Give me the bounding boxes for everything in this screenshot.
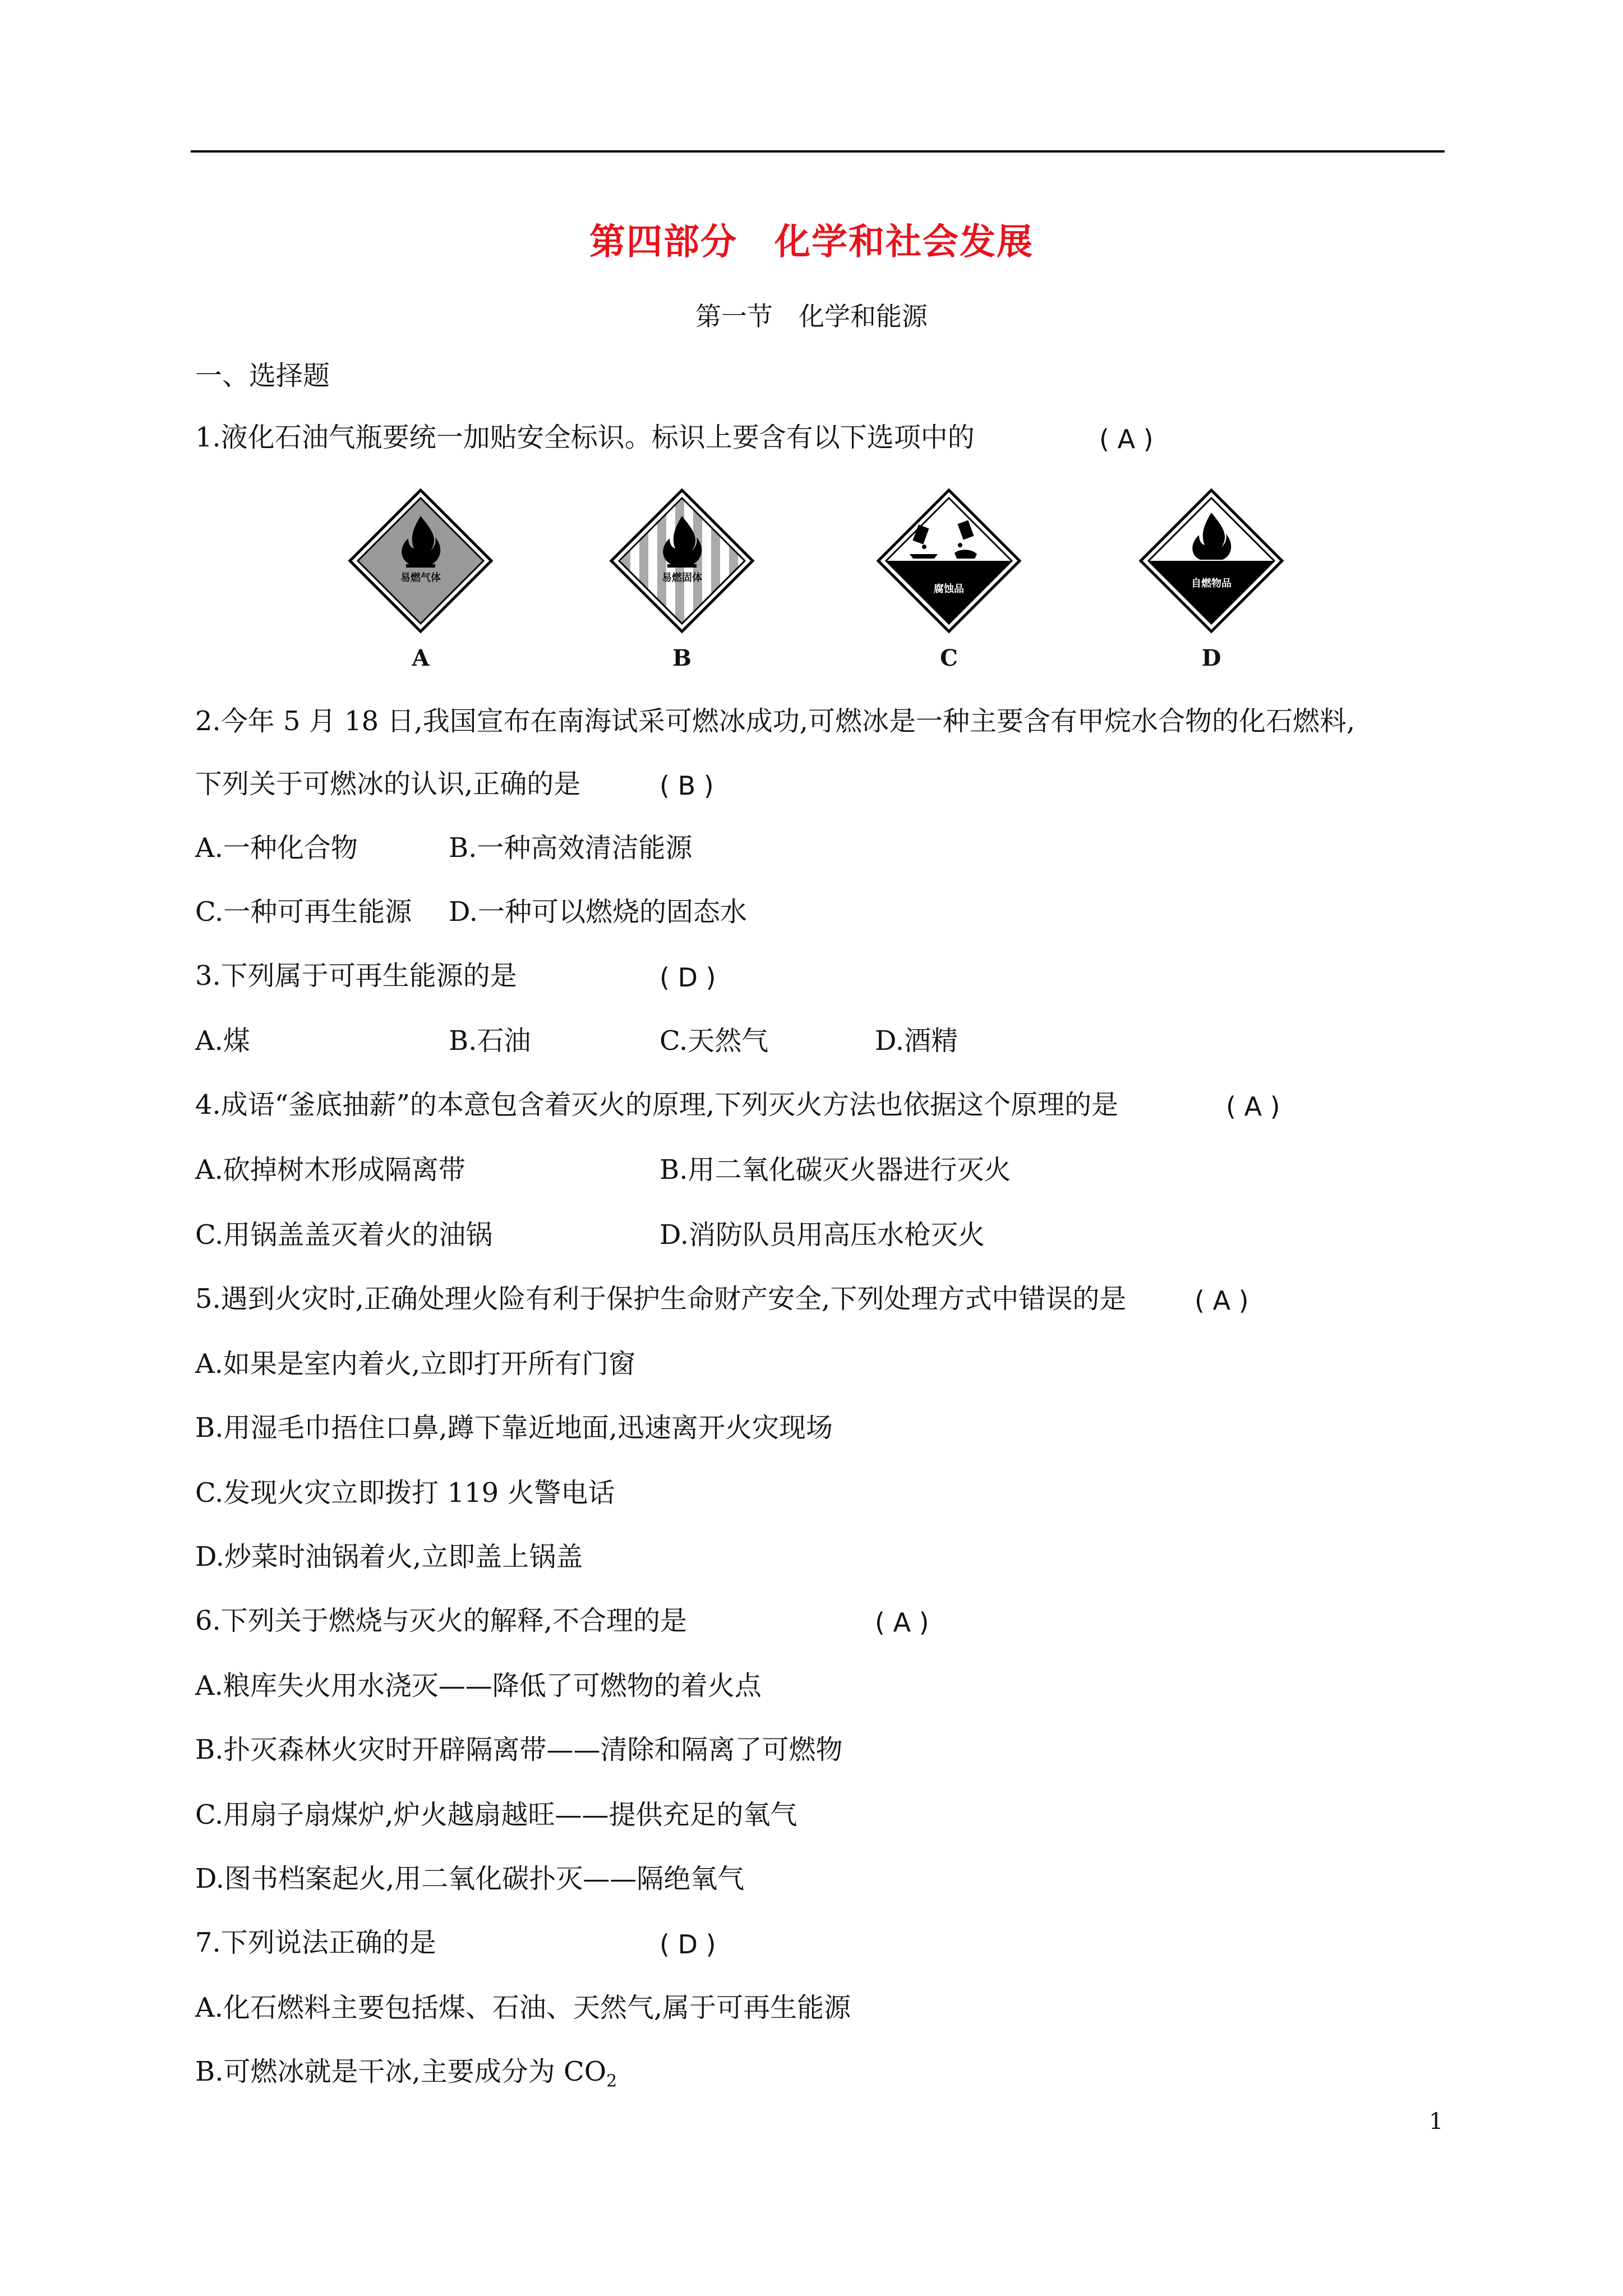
hazard-sign-b-letter: B [672, 645, 691, 671]
question-1-answer: ( A ) [1099, 424, 1154, 454]
question-6-option-a: A.粮库失火用水浇灭——降低了可燃物的着火点 [195, 1670, 762, 1702]
question-4-option-b: B.用二氧化碳灭火器进行灭火 [660, 1154, 1011, 1186]
question-6-option-c: C.用扇子扇煤炉,炉火越扇越旺——提供充足的氧气 [195, 1799, 797, 1831]
question-4-option-d: D.消防队员用高压水枪灭火 [660, 1219, 985, 1251]
hazard-sign-c [876, 488, 1022, 671]
question-7-option-a: A.化石燃料主要包括煤、石油、天然气,属于可再生能源 [195, 1992, 851, 2023]
section-title: 第一节 化学和能源 [695, 301, 928, 331]
question-2-answer: ( B ) [660, 771, 714, 801]
question-3-option-a: A.煤 [195, 1025, 250, 1057]
hazard-sign-d-label: 自燃物品 [1191, 578, 1232, 589]
flammable-solid-sign-icon [609, 488, 755, 634]
question-2-option-d: D.一种可以燃烧的固态水 [449, 896, 748, 928]
question-5-option-b: B.用湿毛巾捂住口鼻,蹲下靠近地面,迅速离开火灾现场 [195, 1412, 833, 1444]
question-2-option-c: C.一种可再生能源 [195, 896, 412, 928]
hazard-sign-c-letter: C [940, 645, 958, 671]
question-7-answer: ( D ) [660, 1929, 716, 1960]
hazard-sign-a [348, 488, 494, 671]
flammable-gas-sign-icon [348, 488, 494, 634]
question-6-option-d: D.图书档案起火,用二氧化碳扑灭——隔绝氧气 [195, 1863, 745, 1894]
question-5-stem: 5.遇到火灾时,正确处理火险有利于保护生命财产安全,下列处理方式中错误的是 [195, 1283, 1127, 1315]
hazard-sign-b-label: 易燃固体 [662, 572, 702, 584]
co2-subscript: 2 [606, 2071, 617, 2091]
question-2-option-b: B.一种高效清洁能源 [449, 832, 693, 864]
hazard-sign-b [609, 488, 755, 671]
question-3-stem: 3.下列属于可再生能源的是 [195, 960, 517, 992]
question-3-option-c: C.天然气 [660, 1025, 769, 1057]
question-4-stem: 4.成语“釜底抽薪”的本意包含着灭火的原理,下列灭火方法也依据这个原理的是 [195, 1089, 1119, 1121]
question-5-option-c: C.发现火灾立即拨打 119 火警电话 [195, 1477, 615, 1509]
question-5-option-d: D.炒菜时油锅着火,立即盖上锅盖 [195, 1541, 583, 1573]
hazard-sign-c-label: 腐蚀品 [934, 583, 964, 595]
question-2-option-a: A.一种化合物 [195, 832, 358, 864]
hazard-sign-a-letter: A [412, 645, 430, 671]
hazard-sign-d-letter: D [1201, 645, 1221, 671]
question-4-option-a: A.砍掉树木形成隔离带 [195, 1154, 465, 1186]
question-6-answer: ( A ) [875, 1607, 929, 1638]
question-6-option-b: B.扑灭森林火灾时开辟隔离带——清除和隔离了可燃物 [195, 1734, 843, 1765]
question-3-option-b: B.石油 [449, 1025, 531, 1057]
header-rule [191, 150, 1445, 153]
page-number: 1 [1429, 2109, 1444, 2134]
part-title: 第四部分 化学和社会发展 [589, 222, 1034, 263]
question-5-answer: ( A ) [1195, 1285, 1249, 1316]
question-6-stem: 6.下列关于燃烧与灭火的解释,不合理的是 [195, 1605, 688, 1636]
question-5-option-a: A.如果是室内着火,立即打开所有门窗 [195, 1348, 636, 1380]
question-3-option-d: D.酒精 [875, 1025, 958, 1057]
spontaneous-combustion-sign-icon [1138, 488, 1284, 634]
category-heading: 一、选择题 [195, 360, 330, 391]
question-4-answer: ( A ) [1226, 1091, 1280, 1122]
question-1-stem: 1.液化石油气瓶要统一加贴安全标识。标识上要含有以下选项中的 [195, 422, 975, 453]
hazard-signs [0, 488, 1623, 679]
question-7-stem: 7.下列说法正确的是 [195, 1927, 436, 1958]
question-2-stem-line2: 下列关于可燃冰的认识,正确的是 [195, 768, 581, 800]
question-7-option-b-text: B.可燃冰就是干冰,主要成分为 CO [195, 2056, 607, 2087]
question-7-option-b [195, 2055, 617, 2099]
question-4-option-c: C.用锅盖盖灭着火的油锅 [195, 1219, 493, 1251]
question-3-answer: ( D ) [660, 962, 716, 993]
corrosive-sign-icon [876, 488, 1022, 634]
hazard-sign-a-label: 易燃气体 [400, 572, 441, 584]
question-2-stem-line1: 2.今年 5 月 18 日,我国宣布在南海试采可燃冰成功,可燃冰是一种主要含有甲烷水合物的化石燃料, [195, 706, 1355, 737]
hazard-sign-d [1138, 488, 1284, 671]
